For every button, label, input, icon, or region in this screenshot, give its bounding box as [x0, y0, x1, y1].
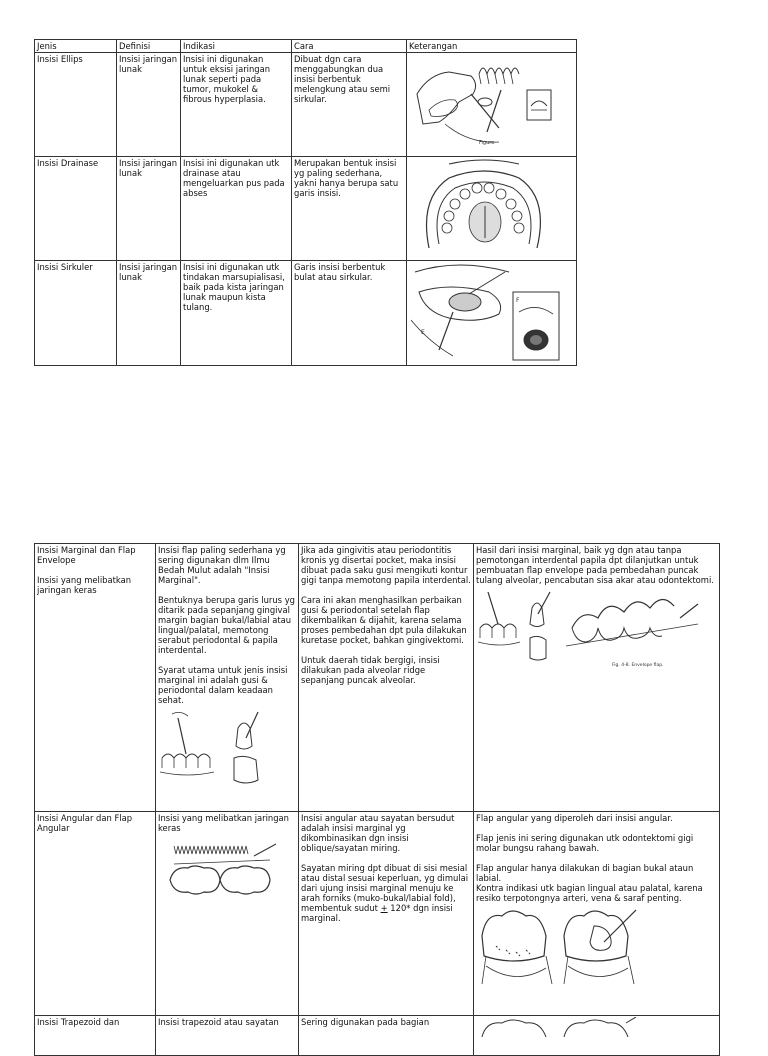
cell-indikasi: Insisi ini digunakan utk drainase atau mengeluarkan pus pada abses: [181, 157, 292, 261]
cell-jenis: Insisi Drainase: [35, 157, 117, 261]
circular-incision-illustration: [409, 262, 564, 362]
ellips-incision-illustration: [409, 54, 559, 152]
cara-text-end: 120* dgn insisi marginal.: [301, 903, 453, 923]
angular-flap-illustration: [476, 906, 646, 988]
incision-types-table: [34, 39, 577, 366]
cell-jenis: Insisi Ellips: [35, 53, 117, 157]
header-definisi: Definisi: [117, 40, 181, 53]
svg-text:Figure: Figure: [479, 140, 495, 146]
svg-text:F: F: [516, 297, 520, 304]
cell-keterangan: [407, 261, 577, 366]
header-keterangan: Keterangan: [407, 40, 577, 53]
table-row: [35, 544, 720, 812]
angular-flap-figure: [476, 906, 717, 988]
cara-text: Insisi angular atau sayatan bersudut adalah insisi marginal yg dikombinasikan dgn insisi oblique/sayatan miring. Sayatan miring dpt dibuat di sisi mesial atau distal sesuai keperluan, yg dimulai dari ujung insisi marginal menuju ke arah forniks (muko-bukal/labial fold), membentuk sudut: [301, 813, 469, 913]
table-header-row: [35, 40, 577, 53]
flap-types-table: [34, 543, 720, 1056]
trapezoid-flap-illustration: [476, 1017, 646, 1037]
table-row: [35, 261, 577, 366]
marginal-incision-illustration: [158, 708, 270, 788]
cell-definisi: Insisi jaringan lunak: [117, 157, 181, 261]
cell-indikasi: Insisi ini digunakan utk tindakan marsupialisasi, baik pada kista jaringan lunak maupun kista tulang.: [181, 261, 292, 366]
table-row: [35, 53, 577, 157]
table-row: [35, 812, 720, 1016]
cell-jenis: Insisi Angular dan Flap Angular: [35, 812, 156, 1016]
angular-incision-figure: [158, 836, 296, 912]
cell-cara: Jika ada gingivitis atau periodontitis kronis yg disertai pocket, maka insisi dibuat pada saku gusi mengikuti kontur gigi tanpa memotong papila interdental. Cara ini akan menghasilkan perbaikan gusi & periodontal setelah flap dikembalikan & dijahit, karena selama proses pembedahan dpt pula dilakukan kuretase pocket, bahkan gingivektomi. Untuk daerah tidak bergigi, insisi dilakukan pada alveolar ridge sepanjang puncak alveolar.: [299, 544, 474, 812]
cell-jenis: Insisi Marginal dan Flap Envelope Insisi yang melibatkan jaringan keras: [35, 544, 156, 812]
cell-keterangan: [474, 812, 720, 1016]
angular-incision-illustration: [158, 836, 284, 912]
cell-keterangan: [407, 53, 577, 157]
envelope-flap-caption: Fig. 4-8. Envelope flap.: [612, 663, 664, 668]
cell-cara: Dibuat dgn cara menggabungkan dua insisi berbentuk melengkung atau semi sirkular.: [292, 53, 407, 157]
cell-definisi: Insisi trapezoid atau sayatan: [156, 1016, 299, 1056]
cell-indikasi: Insisi ini digunakan untuk eksisi jaringan lunak seperti pada tumor, mukokel & fibrous hyperplasia.: [181, 53, 292, 157]
cell-keterangan: [407, 157, 577, 261]
header-cara: Cara: [292, 40, 407, 53]
header-jenis: Jenis: [35, 40, 117, 53]
cell-cara: Merupakan bentuk insisi yg paling sederhana, yakni hanya berupa satu garis insisi.: [292, 157, 407, 261]
envelope-flap-illustration: [476, 588, 712, 670]
keterangan-text: Flap angular yang diperoleh dari insisi angular. Flap jenis ini sering digunakan utk odontektomi gigi molar bungsu rahang bawah. Flap angular hanya dilakukan di bagian bukal ataun labial. Kontra indikasi utk bagian lingual atau palatal, karena resiko terpotongnya arteri, vena & saraf penting.: [476, 813, 703, 903]
cell-jenis: Insisi Sirkuler: [35, 261, 117, 366]
svg-text:E: E: [421, 329, 425, 336]
cell-jenis: Insisi Trapezoid dan: [35, 1016, 156, 1056]
definisi-text: Insisi flap paling sederhana yg sering digunakan dlm Ilmu Bedah Mulut adalah "Insisi Marginal". Bentuknya berupa garis lurus yg ditarik pada sepanjang gingival margin bagian bukal/labial atau lingual/palatal, memotong serabut periodontal & papila interdental. Syarat utama untuk jenis insisi marginal ini adalah gusi & periodontal dalam keadaan sehat.: [158, 545, 295, 705]
plus-minus-symbol: +: [380, 903, 388, 913]
cell-definisi: [156, 812, 299, 1016]
table-row: [35, 157, 577, 261]
cell-definisi: Insisi jaringan lunak: [117, 261, 181, 366]
cell-definisi: [156, 544, 299, 812]
cell-cara: Sering digunakan pada bagian: [299, 1016, 474, 1056]
cell-keterangan: [474, 544, 720, 812]
cell-cara: Garis insisi berbentuk bulat atau sirkular.: [292, 261, 407, 366]
envelope-flap-figure: [476, 588, 717, 670]
table-row: [35, 1016, 720, 1056]
header-indikasi: Indikasi: [181, 40, 292, 53]
cell-keterangan: [474, 1016, 720, 1056]
marginal-incision-figure: [158, 708, 296, 788]
drainage-incision-illustration: [409, 158, 559, 256]
definisi-text: Insisi yang melibatkan jaringan keras: [158, 813, 289, 833]
keterangan-text: Hasil dari insisi marginal, baik yg dgn atau tanpa pemotongan interdental papila dpt dilanjutkan untuk pembuatan flap envelope pada pembedahan puncak tulang alveolar, pencabutan sisa akar atau odontektomi.: [476, 545, 714, 585]
cell-definisi: Insisi jaringan lunak: [117, 53, 181, 157]
cell-cara: [299, 812, 474, 1016]
